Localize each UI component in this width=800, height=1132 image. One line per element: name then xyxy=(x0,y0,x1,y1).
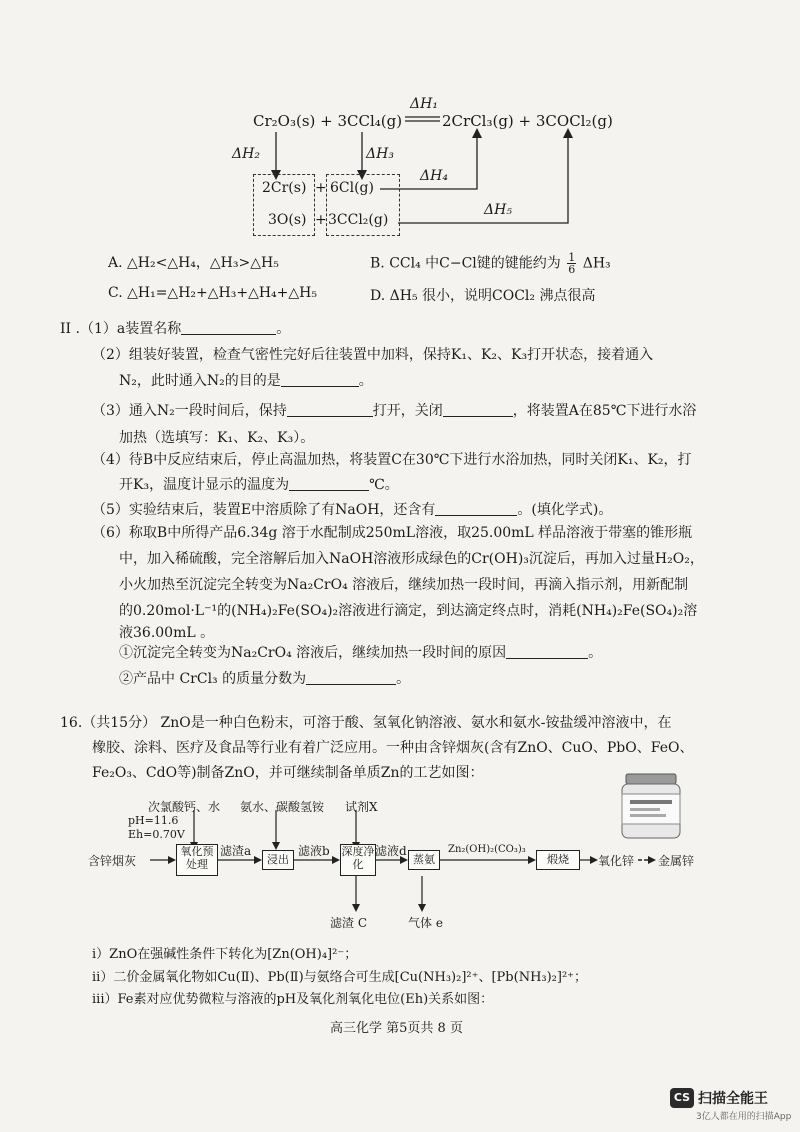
scanner-slogan: 3亿人都在用的扫描App xyxy=(696,1112,792,1122)
scanner-logo: CS xyxy=(670,1088,694,1108)
box-oxidation-pretreatment: 氧化预处理 xyxy=(176,844,218,876)
q6-sub2 xyxy=(119,668,410,688)
q6-sub2-end: 。 xyxy=(396,671,411,687)
note-i: i）ZnO在强碱性条件下转化为[Zn(OH)₄]²⁻； xyxy=(92,947,358,962)
residue-c: 滤渣 C xyxy=(330,916,367,930)
plus-sign-1: + xyxy=(315,180,327,196)
box-calcination: 煅烧 xyxy=(536,850,580,870)
box-cr: 2Cr(s) xyxy=(262,180,307,196)
q2-end: 。 xyxy=(358,373,373,389)
box-leaching: 浸出 xyxy=(262,850,294,870)
page-footer: 高三化学 第5页共 8 页 xyxy=(330,1021,463,1036)
eh-label: Eh=0.70V xyxy=(128,828,185,841)
note-iii: iii）Fe素对应优势微粒与溶液的pH及氧化剂氧化电位(Eh)关系如图： xyxy=(92,992,494,1007)
flow-label-a: 滤渣a xyxy=(220,844,252,858)
box-cl: 6Cl(g) xyxy=(330,180,374,196)
q3-text-3: ，将装置A在85℃下进行水浴 xyxy=(512,403,697,419)
equation-left: Cr₂O₃(s) + 3CCl₄(g) xyxy=(253,112,403,130)
q4-text: 开K₃，温度计显示的温度为 xyxy=(119,477,290,493)
option-b xyxy=(370,252,611,275)
q5-blank[interactable] xyxy=(435,501,517,516)
option-d: D. ΔH₅ 很小，说明COCl₂ 沸点很高 xyxy=(370,288,596,304)
q6-sub1 xyxy=(119,642,602,662)
product-zinc-oxide: 氧化锌 xyxy=(598,854,635,868)
q3-line1 xyxy=(92,400,696,420)
reagent-2: 氨水、碳酸氢铵 xyxy=(240,800,325,814)
q6-line4: 的0.20mol·L⁻¹的(NH₄)₂Fe(SO₄)₂溶液进行滴定，到达滴定终点时，消耗(NH₄)₂Fe(SO₄)₂溶 xyxy=(119,603,698,619)
box-ccl2: 3CCl₂(g) xyxy=(328,212,389,228)
option-b-text: B. CCl₄ 中C−Cl键的键能约为 xyxy=(370,255,561,272)
reagent-3: 试剂X xyxy=(345,800,378,814)
box-ammonia-distillation: 蒸氨 xyxy=(408,850,440,870)
q2-line1: （2）组装好装置，检查气密性完好后往装置中加料，保持K₁、K₂、K₃打开状态，接着通入 xyxy=(92,347,654,363)
q5 xyxy=(92,499,612,519)
box-deep-purification: 深度净化 xyxy=(340,844,376,876)
dh2-label: ΔH₂ xyxy=(232,146,260,162)
q1-end: 。 xyxy=(276,321,291,337)
scanner-name: 扫描全能王 xyxy=(698,1091,768,1107)
q4-end: ℃。 xyxy=(369,477,399,493)
q6-line2: 中，加入稀硫酸，完全溶解后加入NaOH溶液形成绿色的Cr(OH)₃沉淀后，再加入过量H₂O₂， xyxy=(119,551,704,567)
q6-line3: 小火加热至沉淀完全转变为Na₂CrO₄ 溶液后，继续加热一段时间，再滴入指示剂，用新配制 xyxy=(119,577,689,593)
product-metal-zinc: 金属锌 xyxy=(658,854,695,868)
q16-line1: 16.（共15分） ZnO是一种白色粉末，可溶于酸、氢氧化钠溶液、氨水和氨水-铵盐缓冲溶液中，在 xyxy=(60,715,672,731)
box-o: 3O(s) xyxy=(268,212,307,228)
q16-line3: Fe₂O₃、CdO等)制备ZnO，并可继续制备单质Zn的工艺如图： xyxy=(92,765,484,781)
feed-material: 含锌烟灰 xyxy=(88,854,137,868)
option-c: C. △H₁=△H₂+△H₃+△H₄+△H₅ xyxy=(108,285,317,301)
q3-text-1: （3）通入N₂一段时间后，保持 xyxy=(92,403,287,419)
option-b-suffix: ΔH₃ xyxy=(582,255,611,272)
q3-line2: 加热（选填写：K₁、K₂、K₃）。 xyxy=(119,430,315,446)
dh3-label: ΔH₃ xyxy=(366,146,394,162)
q2-line2 xyxy=(119,370,373,390)
plus-sign-2: + xyxy=(315,212,327,228)
fraction-numerator: 1 xyxy=(568,251,576,264)
flow-label-b: 滤液b xyxy=(298,844,330,858)
note-ii: ii）二价金属氧化物如Cu(Ⅱ)、Pb(Ⅱ)与氨络合可生成[Cu(NH₃)₂]²⁺、[Pb(NH₃)₂]²⁺； xyxy=(92,970,588,985)
equation-right: 2CrCl₃(g) + 3COCl₂(g) xyxy=(442,112,613,130)
option-b-fraction xyxy=(567,252,576,275)
q4-blank[interactable] xyxy=(289,476,369,491)
dh5-label: ΔH₅ xyxy=(484,202,512,218)
option-a: A. △H₂<△H₄，△H₃>△H₅ xyxy=(108,255,279,271)
q6-sub1-end: 。 xyxy=(588,645,603,661)
dh4-label: ΔH₄ xyxy=(420,168,448,184)
gas-e: 气体 e xyxy=(408,916,443,930)
ph-label: pH=11.6 xyxy=(128,814,179,827)
q6-sub1-text: ①沉淀完全转变为Na₂CrO₄ 溶液后，继续加热一段时间的原因 xyxy=(119,645,507,661)
flow-label-zn: Zn₂(OH)₂(CO₃)₃ xyxy=(448,844,526,855)
q1-blank[interactable] xyxy=(181,320,276,335)
q16-line2: 橡胶、涂料、医疗及食品等行业有着广泛应用。一种由含锌烟灰(含有ZnO、CuO、PbO、FeO、 xyxy=(92,740,694,756)
q6-line5: 液36.00mL 。 xyxy=(119,625,215,641)
q4-line2 xyxy=(119,474,399,494)
dh1-label: ΔH₁ xyxy=(410,96,438,112)
fraction-denominator: 6 xyxy=(568,263,576,276)
q2-blank[interactable] xyxy=(281,372,359,387)
q2-text: N₂，此时通入N₂的目的是 xyxy=(119,373,281,389)
q5-end: 。(填化学式)。 xyxy=(517,502,613,518)
flow-label-d: 滤液d xyxy=(375,844,407,858)
q3-text-2: 打开，关闭 xyxy=(372,403,443,419)
q5-text: （5）实验结束后，装置E中溶质除了有NaOH，还含有 xyxy=(92,502,436,518)
q6-line1: （6）称取B中所得产品6.34g 溶于水配制成250mL溶液，取25.00mL 样品溶液于带塞的锥形瓶 xyxy=(92,525,693,541)
q3-blank-close[interactable] xyxy=(443,402,513,417)
q6-sub2-blank[interactable] xyxy=(306,670,396,685)
q6-sub2-text: ②产品中 CrCl₃ 的质量分数为 xyxy=(119,671,307,687)
q6-sub1-blank[interactable] xyxy=(506,644,588,659)
q3-blank-open[interactable] xyxy=(287,402,373,417)
q1-text: II .（1）a装置名称 xyxy=(60,321,182,337)
q4-line1: （4）待B中反应结束后，停止高温加热，将装置C在30℃下进行水浴加热，同时关闭K₁、K₂，打 xyxy=(92,452,692,468)
reagent-1: 次氯酸钙、水 xyxy=(148,800,221,814)
q1 xyxy=(60,318,290,338)
reagent-bottle-icon xyxy=(612,770,690,842)
